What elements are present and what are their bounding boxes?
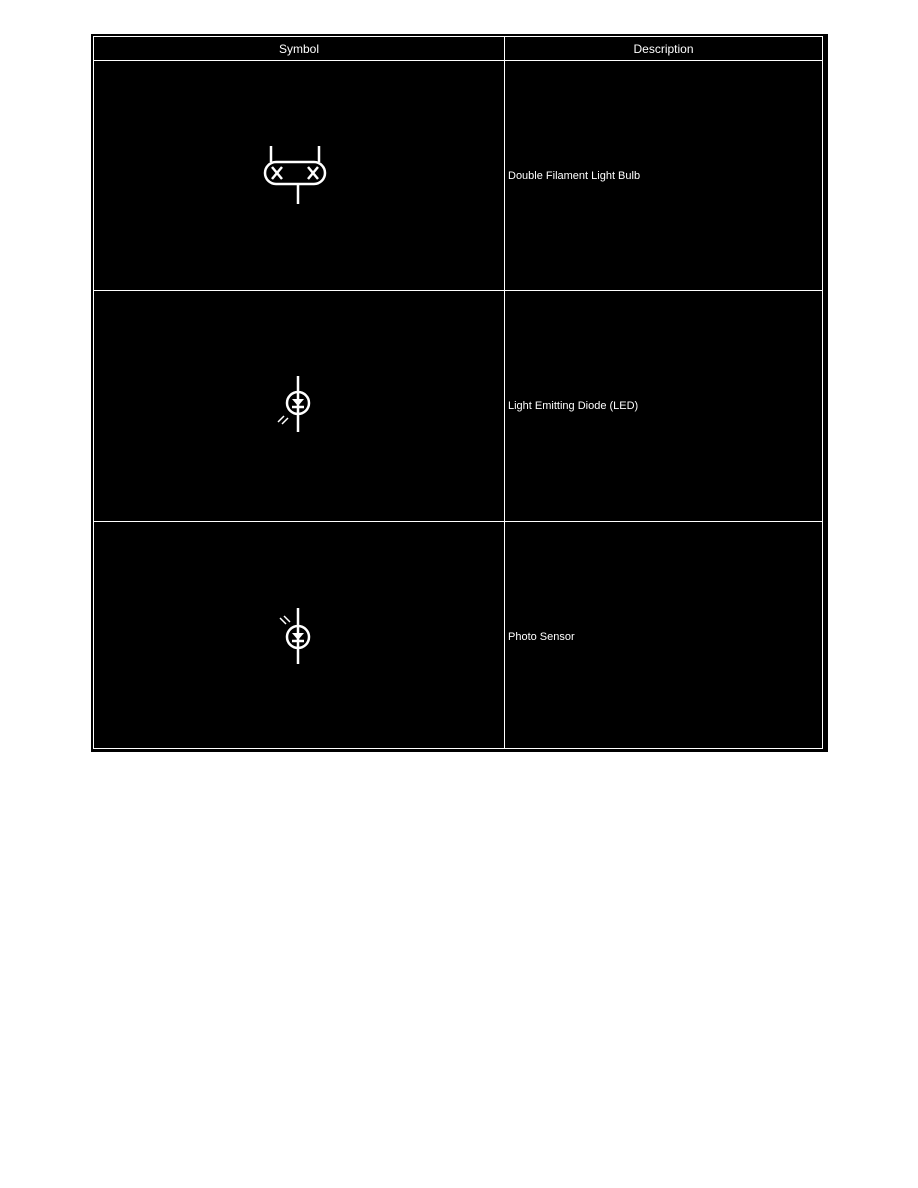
table-frame bbox=[93, 36, 823, 749]
header-description: Description bbox=[505, 37, 822, 61]
table-row bbox=[94, 61, 822, 291]
row-description: Light Emitting Diode (LED) bbox=[508, 400, 639, 412]
symbol-table bbox=[90, 33, 829, 753]
row-description: Photo Sensor bbox=[508, 631, 575, 643]
led-icon bbox=[276, 376, 316, 434]
row-description: Double Filament Light Bulb bbox=[508, 169, 641, 182]
photo-sensor-icon bbox=[276, 608, 316, 666]
table-row bbox=[94, 291, 822, 522]
header-symbol: Symbol bbox=[94, 37, 504, 61]
double-filament-bulb-icon bbox=[259, 146, 339, 206]
table-row bbox=[94, 522, 822, 752]
